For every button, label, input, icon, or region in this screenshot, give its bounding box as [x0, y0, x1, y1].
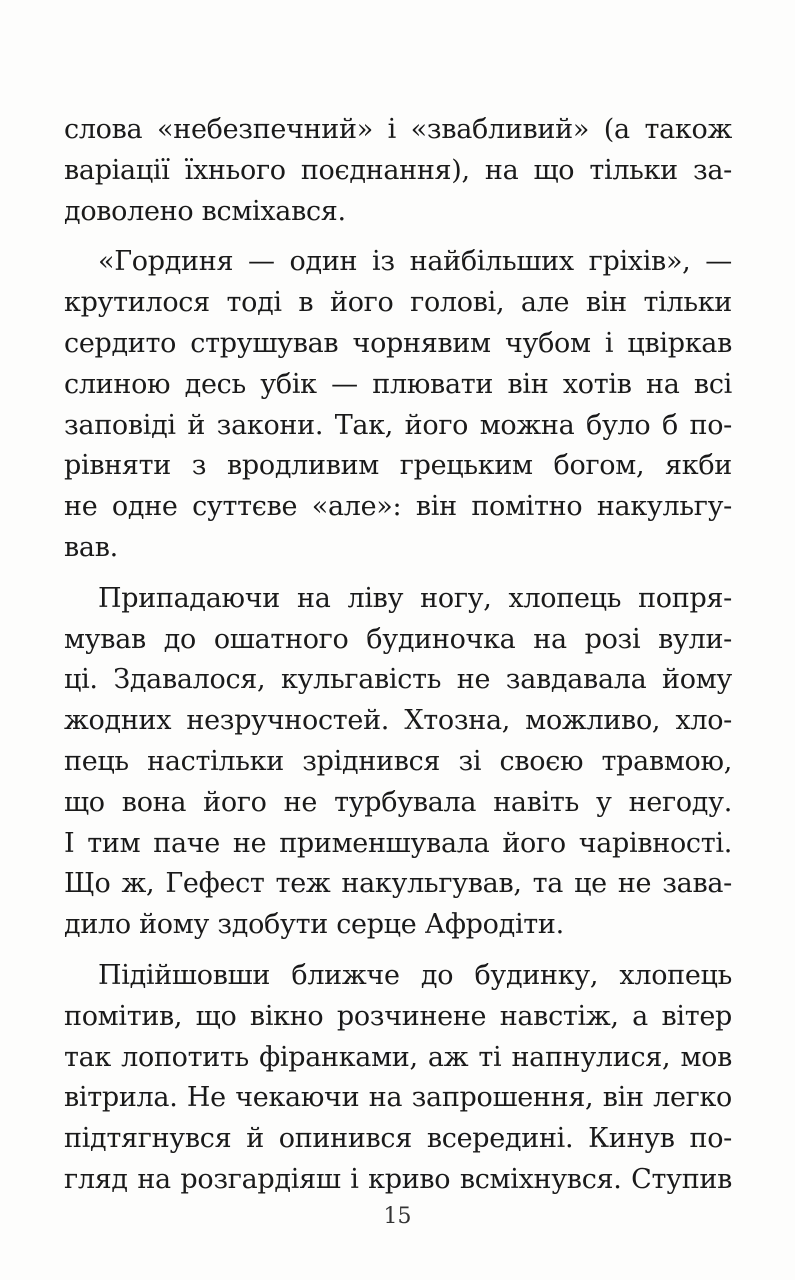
- text-line: слова «небезпечний» і «звабливий» (а також: [64, 114, 732, 145]
- text-line: підтягнувся й опинився всередині. Кинув по-: [64, 1123, 732, 1155]
- text-line: рівняти з вродливим грецьким богом, якби: [64, 450, 732, 482]
- text-line: жодних незручностей. Хтозна, можливо, хло-: [64, 705, 732, 737]
- text-line: гляд на розгардіяш і криво всміхнувся. Ступив: [64, 1163, 732, 1195]
- text-line: не одне суттєве «але»: він помітно накульгу-: [64, 491, 732, 523]
- text-line: варіації їхнього поєднання), на що тільки за-: [64, 154, 732, 186]
- text-line: сердито струшував чорнявим чубом і цвіркав: [64, 327, 732, 359]
- text-line: Що ж, Гефест теж накульгував, та це не зава-: [64, 868, 732, 900]
- text-line: що вона його не турбувала навіть у негоду.: [64, 786, 732, 818]
- paragraph-2: [64, 242, 732, 568]
- text-line: слиною десь убік — плювати він хотів на всі: [64, 368, 732, 400]
- text-line: пець настільки зріднився зі своєю травмою,: [64, 745, 732, 777]
- paragraph-3: [64, 579, 732, 946]
- text-line: Підійшовши ближче до будинку, хлопець: [98, 959, 732, 991]
- text-line: мував до ошатного будиночка на розі вули-: [64, 623, 732, 655]
- text-line: заповіді й закони. Так, його можна було б по-: [64, 409, 732, 441]
- text-line: доволено всміхався.: [64, 195, 346, 227]
- text-line: ці. Здавалося, кульгавість не завдавала йому: [64, 664, 732, 696]
- text-line: вітрила. Не чекаючи на запрошення, він легко: [64, 1082, 732, 1114]
- text-line: помітив, що вікно розчинене навстіж, а вітер: [64, 1000, 732, 1032]
- paragraph-1: [64, 110, 732, 232]
- text-line: так лопотить фіранками, аж ті напнулися, мов: [64, 1041, 732, 1073]
- page-number: 15: [383, 1204, 412, 1229]
- text-line: дило йому здобути серце Афродіти.: [64, 909, 564, 941]
- text-line: І тим паче не применшувала його чарівності.: [64, 827, 732, 859]
- text-line: Припадаючи на ліву ногу, хлопець попря-: [98, 582, 732, 614]
- text-line: «Гординя — один із найбільших гріхів», —: [98, 246, 732, 278]
- text-line: вав.: [64, 531, 118, 563]
- text-line: крутилося тоді в його голові, але він тільки: [64, 287, 732, 319]
- paragraph-4: [64, 956, 732, 1201]
- body-text: [64, 110, 732, 1211]
